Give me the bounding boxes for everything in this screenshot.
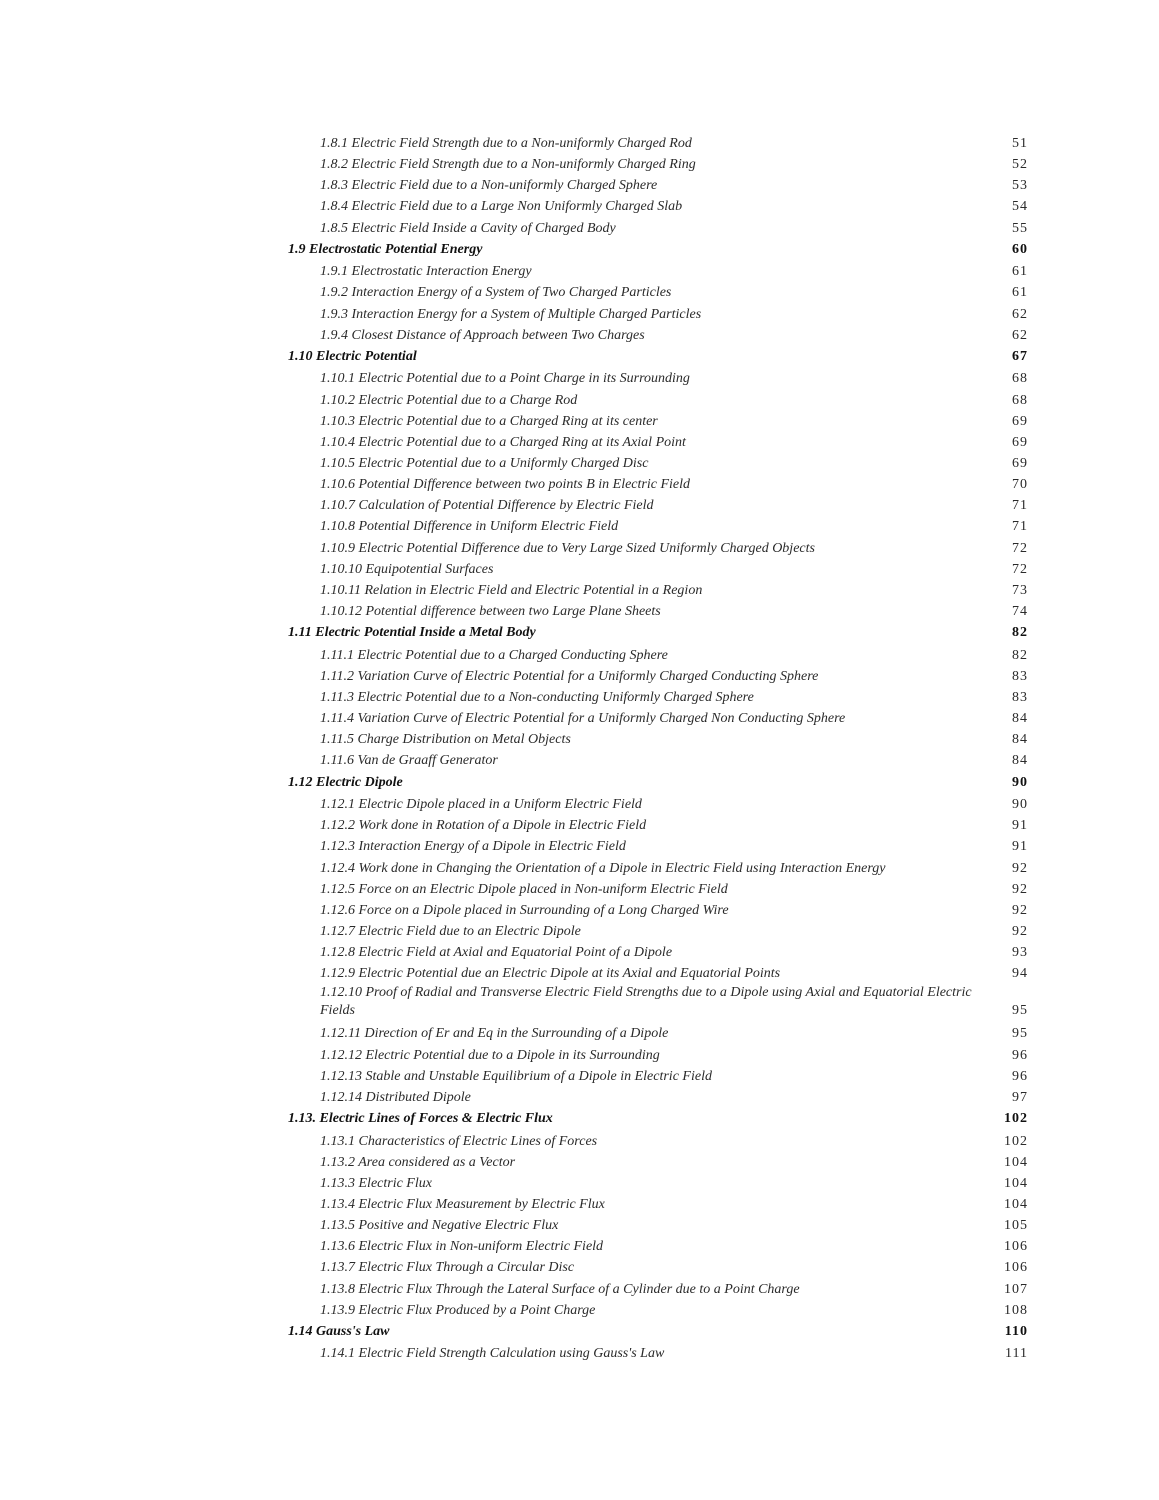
toc-page-number: 92 — [1012, 902, 1028, 918]
toc-entry-title: 1.13. Electric Lines of Forces & Electric Flux — [288, 1111, 553, 1126]
toc-entry-title: 1.11.6 Van de Graaff Generator — [320, 753, 498, 769]
toc-page-number: 84 — [1012, 753, 1028, 769]
toc-subsection-entry[interactable] — [0, 708, 1159, 729]
toc-entry-title: 1.12.5 Force on an Electric Dipole placed in Non-uniform Electric Field — [320, 881, 728, 897]
toc-subsection-entry[interactable] — [0, 133, 1159, 154]
toc-section-entry[interactable] — [0, 239, 1159, 262]
toc-page-number: 110 — [1004, 1323, 1028, 1339]
toc-subsection-entry[interactable] — [0, 218, 1159, 239]
toc-section-entry[interactable] — [0, 772, 1159, 795]
toc-subsection-entry[interactable] — [0, 411, 1159, 432]
toc-entry-title: 1.13.1 Characteristics of Electric Lines of Forces — [320, 1133, 598, 1149]
toc-entry-title: 1.11.3 Electric Potential due to a Non-conducting Uniformly Charged Sphere — [320, 690, 754, 706]
toc-page-number: 62 — [1012, 327, 1028, 343]
toc-entry-title: 1.11.4 Variation Curve of Electric Potential for a Uniformly Charged Non Conducting Sphere — [320, 711, 846, 727]
toc-page-number: 106 — [1004, 1239, 1028, 1255]
toc-subsection-entry[interactable] — [0, 474, 1159, 495]
toc-entry-title: 1.12.6 Force on a Dipole placed in Surrounding of a Long Charged Wire — [320, 902, 729, 918]
toc-subsection-entry[interactable] — [0, 516, 1159, 537]
toc-page-number: 91 — [1012, 839, 1028, 855]
toc-page-number: 90 — [1012, 797, 1028, 813]
toc-entry-title: 1.13.8 Electric Flux Through the Lateral Surface of a Cylinder due to a Point Charge — [320, 1281, 800, 1297]
toc-page-number: 60 — [1012, 241, 1028, 257]
toc-entry-title: 1.10.4 Electric Potential due to a Charged Ring at its Axial Point — [320, 434, 686, 450]
toc-subsection-entry[interactable] — [0, 794, 1159, 815]
toc-page-number: 84 — [1012, 711, 1028, 727]
toc-page-number: 69 — [1012, 413, 1028, 429]
toc-entry-title: 1.11.2 Variation Curve of Electric Potential for a Uniformly Charged Conducting Sphere — [320, 668, 819, 684]
toc-subsection-entry[interactable] — [0, 1087, 1159, 1108]
toc-subsection-entry[interactable] — [0, 432, 1159, 453]
toc-entry-title: 1.10.10 Equipotential Surfaces — [320, 561, 494, 577]
toc-page-number: 95 — [1012, 1026, 1028, 1042]
toc-page-number: 92 — [1012, 881, 1028, 897]
toc-subsection-entry[interactable] — [0, 750, 1159, 771]
toc-entry-title: 1.9.3 Interaction Energy for a System of Multiple Charged Particles — [320, 306, 702, 322]
toc-subsection-entry[interactable] — [0, 858, 1159, 879]
toc-page-number: 97 — [1012, 1089, 1028, 1105]
toc-entry-title: 1.12.9 Electric Potential due an Electric Dipole at its Axial and Equatorial Points — [320, 966, 781, 982]
toc-entry-title: 1.14.1 Electric Field Strength Calculation using Gauss's Law — [320, 1346, 665, 1362]
toc-entry-title: 1.8.5 Electric Field Inside a Cavity of Charged Body — [320, 220, 616, 236]
toc-subsection-entry[interactable] — [0, 1173, 1159, 1194]
toc-entry-title: 1.8.4 Electric Field due to a Large Non Uniformly Charged Slab — [320, 199, 683, 215]
toc-subsection-entry[interactable] — [0, 495, 1159, 516]
toc-subsection-entry[interactable] — [0, 304, 1159, 325]
toc-page-number: 83 — [1012, 668, 1028, 684]
toc-subsection-entry[interactable] — [0, 1023, 1159, 1044]
toc-subsection-entry[interactable] — [0, 666, 1159, 687]
toc-entry-title: 1.12.10 Proof of Radial and Transverse Electric Field Strengths due to a Dipole using Axial and Equatorial Electric Fields — [320, 985, 972, 1019]
toc-entry-title: 1.9.2 Interaction Energy of a System of Two Charged Particles — [320, 285, 672, 301]
toc-entry-title: 1.13.6 Electric Flux in Non-uniform Electric Field — [320, 1239, 604, 1255]
toc-entry-title: 1.13.5 Positive and Negative Electric Flux — [320, 1218, 559, 1234]
toc-entry-title: 1.13.3 Electric Flux — [320, 1175, 432, 1191]
toc-subsection-entry[interactable] — [0, 645, 1159, 666]
toc-subsection-entry[interactable] — [0, 601, 1159, 622]
toc-subsection-entry[interactable] — [0, 175, 1159, 196]
toc-page-number: 52 — [1012, 157, 1028, 173]
toc-entry-title: 1.10.2 Electric Potential due to a Charge Rod — [320, 392, 578, 408]
table-of-contents — [0, 133, 1159, 1365]
toc-page-number: 54 — [1012, 199, 1028, 215]
toc-subsection-entry[interactable] — [0, 879, 1159, 900]
toc-entry-title: 1.8.1 Electric Field Strength due to a Non-uniformly Charged Rod — [320, 136, 692, 151]
toc-entry-title: 1.10.1 Electric Potential due to a Point Charge in its Surrounding — [320, 371, 690, 387]
toc-page-number: 68 — [1012, 371, 1028, 387]
toc-entry-title: 1.10.11 Relation in Electric Field and Electric Potential in a Region — [320, 582, 703, 598]
toc-entry-title: 1.11 Electric Potential Inside a Metal Body — [288, 625, 536, 641]
toc-page-number: 84 — [1012, 732, 1028, 748]
toc-subsection-entry[interactable] — [0, 942, 1159, 963]
toc-page-number: 90 — [1012, 774, 1028, 790]
toc-page-number: 92 — [1012, 860, 1028, 876]
toc-entry-title: 1.12.1 Electric Dipole placed in a Uniform Electric Field — [320, 797, 642, 813]
toc-subsection-entry[interactable] — [0, 815, 1159, 836]
toc-page-number: 91 — [1012, 818, 1028, 834]
toc-subsection-entry[interactable] — [0, 729, 1159, 750]
toc-page-number: 94 — [1012, 966, 1028, 982]
toc-page-number: 62 — [1012, 306, 1028, 322]
toc-subsection-entry[interactable] — [0, 1045, 1159, 1066]
toc-entry-title: 1.13.2 Area considered as a Vector — [320, 1154, 516, 1170]
toc-entry-title: 1.12.11 Direction of Er and Eq in the Surrounding of a Dipole — [320, 1026, 669, 1042]
toc-entry-title: 1.9 Electrostatic Potential Energy — [288, 241, 483, 257]
toc-page-number: 71 — [1012, 498, 1028, 514]
toc-entry-title: 1.10.9 Electric Potential Difference due to Very Large Sized Uniformly Charged Objects — [320, 540, 815, 556]
toc-subsection-entry[interactable] — [0, 1194, 1159, 1215]
toc-entry-title: 1.9.4 Closest Distance of Approach between Two Charges — [320, 327, 645, 343]
toc-entry-title: 1.10.7 Calculation of Potential Difference by Electric Field — [320, 498, 654, 514]
toc-subsection-entry[interactable] — [0, 900, 1159, 921]
toc-page-number: 104 — [1004, 1197, 1028, 1213]
toc-entry-title: 1.12.4 Work done in Changing the Orientation of a Dipole in Electric Field using Interaction Energy — [320, 860, 886, 876]
toc-subsection-entry[interactable] — [0, 687, 1159, 708]
toc-subsection-entry[interactable] — [0, 325, 1159, 346]
toc-entry-title: 1.10.3 Electric Potential due to a Charged Ring at its center — [320, 413, 658, 429]
toc-page-number: 71 — [1012, 519, 1028, 535]
toc-subsection-entry[interactable] — [0, 963, 1159, 984]
toc-subsection-entry[interactable] — [0, 921, 1159, 942]
toc-subsection-entry[interactable] — [0, 453, 1159, 474]
toc-page-number: 61 — [1012, 264, 1028, 280]
toc-subsection-entry[interactable] — [0, 836, 1159, 857]
toc-section-entry[interactable] — [0, 346, 1159, 369]
toc-entry-title: 1.12.7 Electric Field due to an Electric Dipole — [320, 924, 581, 940]
toc-entry-title: 1.12.3 Interaction Energy of a Dipole in Electric Field — [320, 839, 626, 855]
toc-page-number: 82 — [1012, 625, 1028, 641]
toc-subsection-entry[interactable] — [0, 261, 1159, 282]
toc-subsection-entry[interactable] — [0, 1279, 1159, 1300]
toc-page-number: 96 — [1012, 1068, 1028, 1084]
toc-subsection-entry[interactable] — [0, 1300, 1159, 1321]
toc-subsection-entry[interactable] — [0, 1131, 1159, 1152]
toc-page-number: 83 — [1012, 690, 1028, 706]
toc-page-number: 68 — [1012, 392, 1028, 408]
toc-page-number: 93 — [1012, 945, 1028, 961]
toc-entry-title: 1.13.4 Electric Flux Measurement by Electric Flux — [320, 1197, 605, 1213]
toc-subsection-entry[interactable] — [0, 984, 1159, 1023]
toc-entry-title: 1.12.13 Stable and Unstable Equilibrium of a Dipole in Electric Field — [320, 1068, 712, 1084]
toc-entry-title: 1.10.5 Electric Potential due to a Uniformly Charged Disc — [320, 456, 649, 472]
toc-page-number: 74 — [1012, 604, 1028, 619]
toc-entry-title: 1.8.2 Electric Field Strength due to a Non-uniformly Charged Ring — [320, 157, 696, 173]
toc-subsection-entry[interactable] — [0, 1236, 1159, 1257]
toc-entry-title: 1.13.9 Electric Flux Produced by a Point Charge — [320, 1302, 596, 1318]
toc-page-number: 51 — [1012, 136, 1028, 151]
toc-entry-title: 1.10 Electric Potential — [288, 348, 417, 364]
toc-page-number: 96 — [1012, 1047, 1028, 1063]
toc-subsection-entry[interactable] — [0, 368, 1159, 389]
toc-page-number: 102 — [1004, 1133, 1028, 1149]
toc-page-number: 92 — [1012, 924, 1028, 940]
toc-entry-title: 1.12.2 Work done in Rotation of a Dipole in Electric Field — [320, 818, 647, 834]
toc-page-number: 108 — [1004, 1302, 1028, 1318]
toc-subsection-entry[interactable] — [0, 1343, 1159, 1364]
toc-subsection-entry[interactable] — [0, 196, 1159, 217]
toc-page-number: 107 — [1004, 1281, 1028, 1297]
toc-entry-title: 1.9.1 Electrostatic Interaction Energy — [320, 264, 532, 280]
toc-subsection-entry[interactable] — [0, 559, 1159, 580]
toc-subsection-entry[interactable] — [0, 580, 1159, 601]
toc-page-number: 73 — [1012, 582, 1028, 598]
toc-entry-title: 1.13.7 Electric Flux Through a Circular Disc — [320, 1260, 575, 1276]
toc-section-entry[interactable] — [0, 1108, 1159, 1131]
toc-page-number: 69 — [1012, 456, 1028, 472]
toc-entry-title: 1.12.12 Electric Potential due to a Dipole in its Surrounding — [320, 1047, 660, 1063]
toc-entry-title: 1.11.1 Electric Potential due to a Charged Conducting Sphere — [320, 647, 668, 663]
toc-page-number: 53 — [1012, 178, 1028, 194]
toc-page-number: 105 — [1004, 1218, 1028, 1234]
toc-entry-title: 1.14 Gauss's Law — [288, 1323, 390, 1339]
toc-page-number: 111 — [1005, 1346, 1028, 1362]
toc-subsection-entry[interactable] — [0, 1066, 1159, 1087]
toc-page-number: 72 — [1012, 561, 1028, 577]
toc-entry-title: 1.12 Electric Dipole — [288, 774, 403, 790]
toc-entry-title: 1.8.3 Electric Field due to a Non-uniformly Charged Sphere — [320, 178, 658, 194]
toc-entry-title: 1.10.6 Potential Difference between two points B in Electric Field — [320, 477, 691, 493]
toc-page-number: 70 — [1012, 477, 1028, 493]
toc-subsection-entry[interactable] — [0, 154, 1159, 175]
toc-subsection-entry[interactable] — [0, 1152, 1159, 1173]
toc-subsection-entry[interactable] — [0, 538, 1159, 559]
toc-subsection-entry[interactable] — [0, 1257, 1159, 1278]
toc-page-number: 95 — [1012, 1003, 1028, 1019]
toc-page-number: 106 — [1004, 1260, 1028, 1276]
toc-entry-title: 1.11.5 Charge Distribution on Metal Objects — [320, 732, 571, 748]
toc-subsection-entry[interactable] — [0, 1215, 1159, 1236]
toc-entry-title: 1.12.8 Electric Field at Axial and Equatorial Point of a Dipole — [320, 945, 673, 961]
toc-page-number: 61 — [1012, 285, 1028, 301]
toc-page-number: 104 — [1004, 1175, 1028, 1191]
toc-entry-title: 1.12.14 Distributed Dipole — [320, 1089, 471, 1105]
toc-subsection-entry[interactable] — [0, 390, 1159, 411]
toc-entry-title: 1.10.12 Potential difference between two Large Plane Sheets — [320, 604, 661, 619]
toc-entry-title: 1.10.8 Potential Difference in Uniform Electric Field — [320, 519, 619, 535]
toc-page-number: 69 — [1012, 434, 1028, 450]
toc-section-entry[interactable] — [0, 1321, 1159, 1344]
toc-page-number: 82 — [1012, 647, 1028, 663]
toc-page-number: 102 — [1004, 1111, 1028, 1126]
toc-page-number: 104 — [1004, 1154, 1028, 1170]
toc-section-entry[interactable] — [0, 622, 1159, 645]
toc-page-number: 72 — [1012, 540, 1028, 556]
toc-page-number: 67 — [1012, 348, 1028, 364]
toc-subsection-entry[interactable] — [0, 282, 1159, 303]
toc-page-number: 55 — [1012, 220, 1028, 236]
